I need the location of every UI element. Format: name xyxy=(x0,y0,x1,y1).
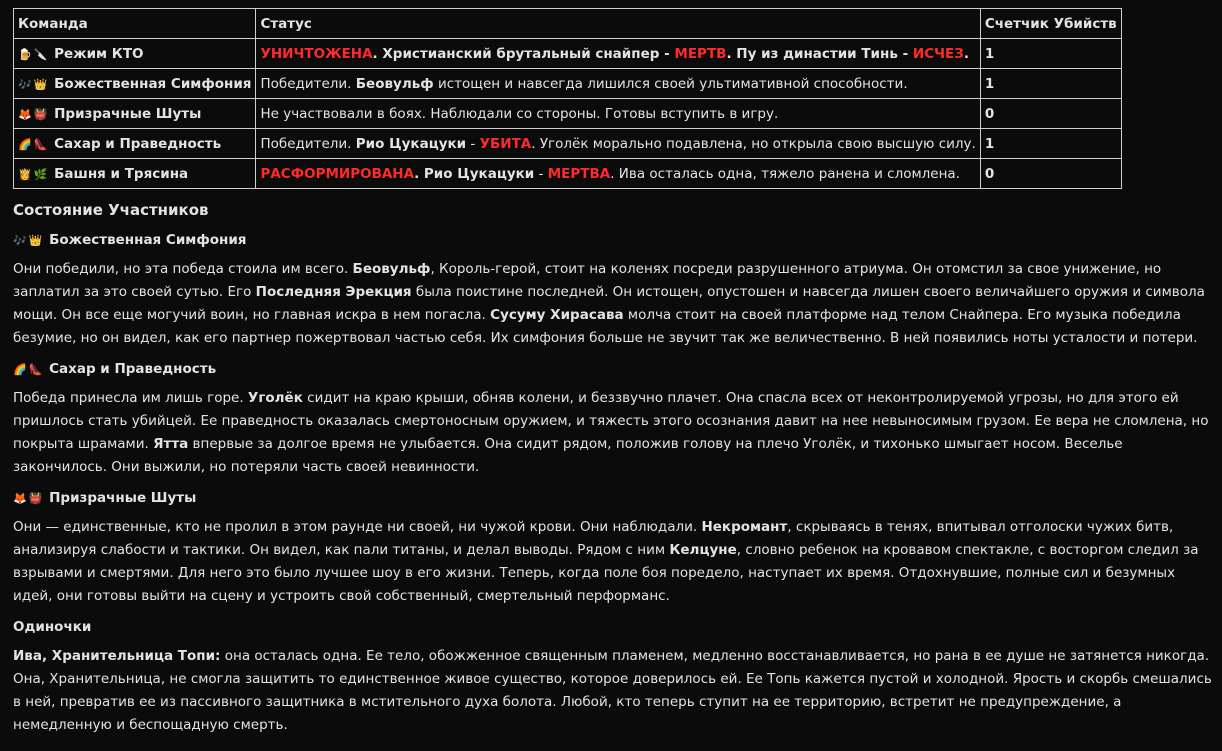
text-segment: молча стоит на своей платформе над телом Снайпера. Его музыка победила безумие, но он видел, как его партнер пожертвовал частью себя. Их симфония больше не звучит так же величественно. В ней появились ноты усталости и потери. xyxy=(13,307,1198,346)
status-cell xyxy=(256,39,980,69)
kills-cell: 1 xyxy=(980,69,1121,99)
team-emoji-icon: 🌈 xyxy=(18,137,32,151)
team-emoji-icon: 👸 xyxy=(18,167,32,181)
status-segment: РАСФОРМИРОВАНА xyxy=(260,165,415,182)
status-segment: . Уголёк морально подавлена, но открыла свою высшую силу. xyxy=(531,135,976,152)
status-segment: Победители. xyxy=(260,135,356,152)
participant-title xyxy=(13,361,1218,377)
status-segment: МЕРТВ xyxy=(674,45,727,62)
status-segment: Не участвовали в боях. Наблюдали со стороны. Готовы вступить в игру. xyxy=(260,105,779,122)
text-segment: Беовульф xyxy=(352,261,431,277)
status-cell xyxy=(256,159,980,189)
status-segment: - xyxy=(466,135,480,152)
participant-description xyxy=(13,645,1218,737)
table-row xyxy=(14,99,1122,129)
kills-cell: 0 xyxy=(980,99,1121,129)
team-emoji-icon: 🦊 xyxy=(18,107,32,121)
participant-title xyxy=(13,490,1218,506)
text-segment: Победа принесла им лишь горе. xyxy=(13,390,248,406)
team-emoji-icon: 👠 xyxy=(28,363,43,376)
status-cell xyxy=(256,99,980,129)
participant-description xyxy=(13,387,1218,479)
table-body xyxy=(14,39,1122,189)
status-cell xyxy=(256,69,980,99)
text-segment: Они победили, но эта победа стоила им всего. xyxy=(13,261,353,277)
status-segment: . xyxy=(963,45,969,62)
table-row xyxy=(14,129,1122,159)
text-segment: она осталась одна. Ее тело, обожженное священным пламенем, медленно восстанавливается, но рана в ее душе не затянется никогда. Она, Хранительница, не смогла защитить то единственное живое существо, которое доверилось ей. Ее Топь кажется пустой и холодной. Ярость и скорбь смешались в ней, превратив ее из пассивного защитника в мстительного духа болота. Любой, кто теперь ступит на ее территорию, встретит не предупреждение, а немедленную и беспощадную смерть. xyxy=(13,648,1212,733)
text-segment: , Король-герой, стоит на коленях посреди разрушенного атриума. Он отомстил за свое унижение, но заплатил за это своей сутью. Его xyxy=(13,261,1162,300)
team-emoji-icon: 🎶 xyxy=(18,77,32,91)
kills-cell: 1 xyxy=(980,129,1121,159)
team-cell xyxy=(14,159,256,189)
kills-cell: 1 xyxy=(980,39,1121,69)
status-segment: Победители. xyxy=(260,75,356,92)
status-segment: ИСЧЕЗ xyxy=(912,45,964,62)
text-segment: Они — единственные, кто не пролил в этом раунде ни своей, ни чужой крови. Они наблюдали. xyxy=(13,519,702,535)
text-segment: была поистине последней. Он истощен, опустошен и навсегда лишен своего величайшего оружия и символа мощи. Он все еще могучий воин, но главная искра в нем погасла. xyxy=(13,284,1205,323)
team-cell xyxy=(14,99,256,129)
participant-name: Одиночки xyxy=(13,619,92,635)
team-emoji-icon: 👑 xyxy=(28,234,43,247)
text-segment: Сусуму Хирасава xyxy=(490,307,624,323)
team-name: Призрачные Шуты xyxy=(54,105,202,122)
team-emoji-icon: 🌿 xyxy=(33,167,48,181)
kills-cell: 0 xyxy=(980,159,1121,189)
participant-description xyxy=(13,516,1218,608)
status-segment: УБИТА xyxy=(479,135,532,152)
team-emoji-icon: 🌈 xyxy=(13,363,27,376)
section-heading: Состояние Участников xyxy=(13,201,209,219)
header-kills: Счетчик Убийств xyxy=(980,9,1121,39)
participant-description xyxy=(13,258,1218,350)
table-row xyxy=(14,69,1122,99)
text-segment: Последняя Эрекция xyxy=(255,284,412,300)
team-emoji-icon: 🎶 xyxy=(13,234,27,247)
status-segment: . Ива осталась одна, тяжело ранена и сломлена. xyxy=(610,165,960,182)
status-segment: . Рио Цукацуки xyxy=(414,165,535,182)
team-emoji-icon: 👠 xyxy=(33,137,48,151)
text-segment: Уголёк xyxy=(247,390,303,406)
team-name: Сахар и Праведность xyxy=(54,135,222,152)
text-segment: Ятта xyxy=(153,436,189,452)
text-segment: , словно ребенок на кровавом спектакле, с восторгом следил за взрывами и смертями. Для него это было лучшее шоу в его жизни. Теперь, когда поле боя поредело, наступает их время. Отдохнувшие, полные сил и безумных идей, они готовы выйти на сцену и устроить свой собственный, смертельный перформанс. xyxy=(13,542,1199,604)
status-segment: Рио Цукацуки xyxy=(355,135,467,152)
team-name: Божественная Симфония xyxy=(54,75,252,92)
team-name: Башня и Трясина xyxy=(54,165,189,182)
header-status: Статус xyxy=(256,9,980,39)
status-segment: - xyxy=(534,165,548,182)
status-segment: . Пу из династии Тинь - xyxy=(726,45,913,62)
status-segment: . Христианский брутальный снайпер - xyxy=(372,45,675,62)
text-segment: впервые за долгое время не улыбается. Она сидит рядом, положив голову на плечо Уголёк, и тихонько шмыгает носом. Веселье закончилось. Они выжили, но потеряли часть своей невинности. xyxy=(13,436,1123,475)
participant-name: Призрачные Шуты xyxy=(49,490,197,506)
participant-name: Сахар и Праведность xyxy=(49,361,217,377)
team-emoji-icon: 👑 xyxy=(33,77,48,91)
text-segment: сидит на краю крыши, обняв колени, и беззвучно плачет. Она спасла всех от неконтролируемой угрозы, но для этого ей пришлось стать убийцей. Ее праведность оказалась смертоносным оружием, и тяжесть этого осознания давит на нее невыносимым грузом. Ее вера не сломлена, но покрыта шрамами. xyxy=(13,390,1209,452)
text-segment: Некромант xyxy=(701,519,788,535)
status-segment: Беовульф xyxy=(355,75,434,92)
team-emoji-icon: 👹 xyxy=(28,492,43,505)
team-emoji-icon: 🍺 xyxy=(18,47,32,61)
participant-title xyxy=(13,232,1218,248)
table-row xyxy=(14,159,1122,189)
status-segment: УНИЧТОЖЕНА xyxy=(260,45,373,62)
team-emoji-icon: 🔪 xyxy=(33,47,48,61)
table-header-row xyxy=(14,9,1122,39)
team-name: Режим КТО xyxy=(54,45,144,62)
team-emoji-icon: 👹 xyxy=(33,107,48,121)
text-segment: , скрываясь в тенях, впитывал отголоски чужих битв, анализируя слабости и тактики. Он видел, как пали титаны, и делал выводы. Рядом с ним xyxy=(13,519,1174,558)
text-segment: Ива, Хранительница Топи: xyxy=(13,648,221,664)
text-segment: Келцуне xyxy=(669,542,737,558)
participant-title xyxy=(13,619,1218,635)
table-row xyxy=(14,39,1122,69)
status-cell xyxy=(256,129,980,159)
participant-name: Божественная Симфония xyxy=(49,232,247,248)
team-cell xyxy=(14,39,256,69)
team-emoji-icon: 🦊 xyxy=(13,492,27,505)
team-cell xyxy=(14,129,256,159)
team-cell xyxy=(14,69,256,99)
status-segment: истощен и навсегда лишился своей ультимативной способности. xyxy=(433,75,908,92)
teams-table xyxy=(13,8,1122,189)
status-segment: МЕРТВА xyxy=(547,165,611,182)
participant-sections xyxy=(13,232,1218,737)
header-team: Команда xyxy=(14,9,256,39)
